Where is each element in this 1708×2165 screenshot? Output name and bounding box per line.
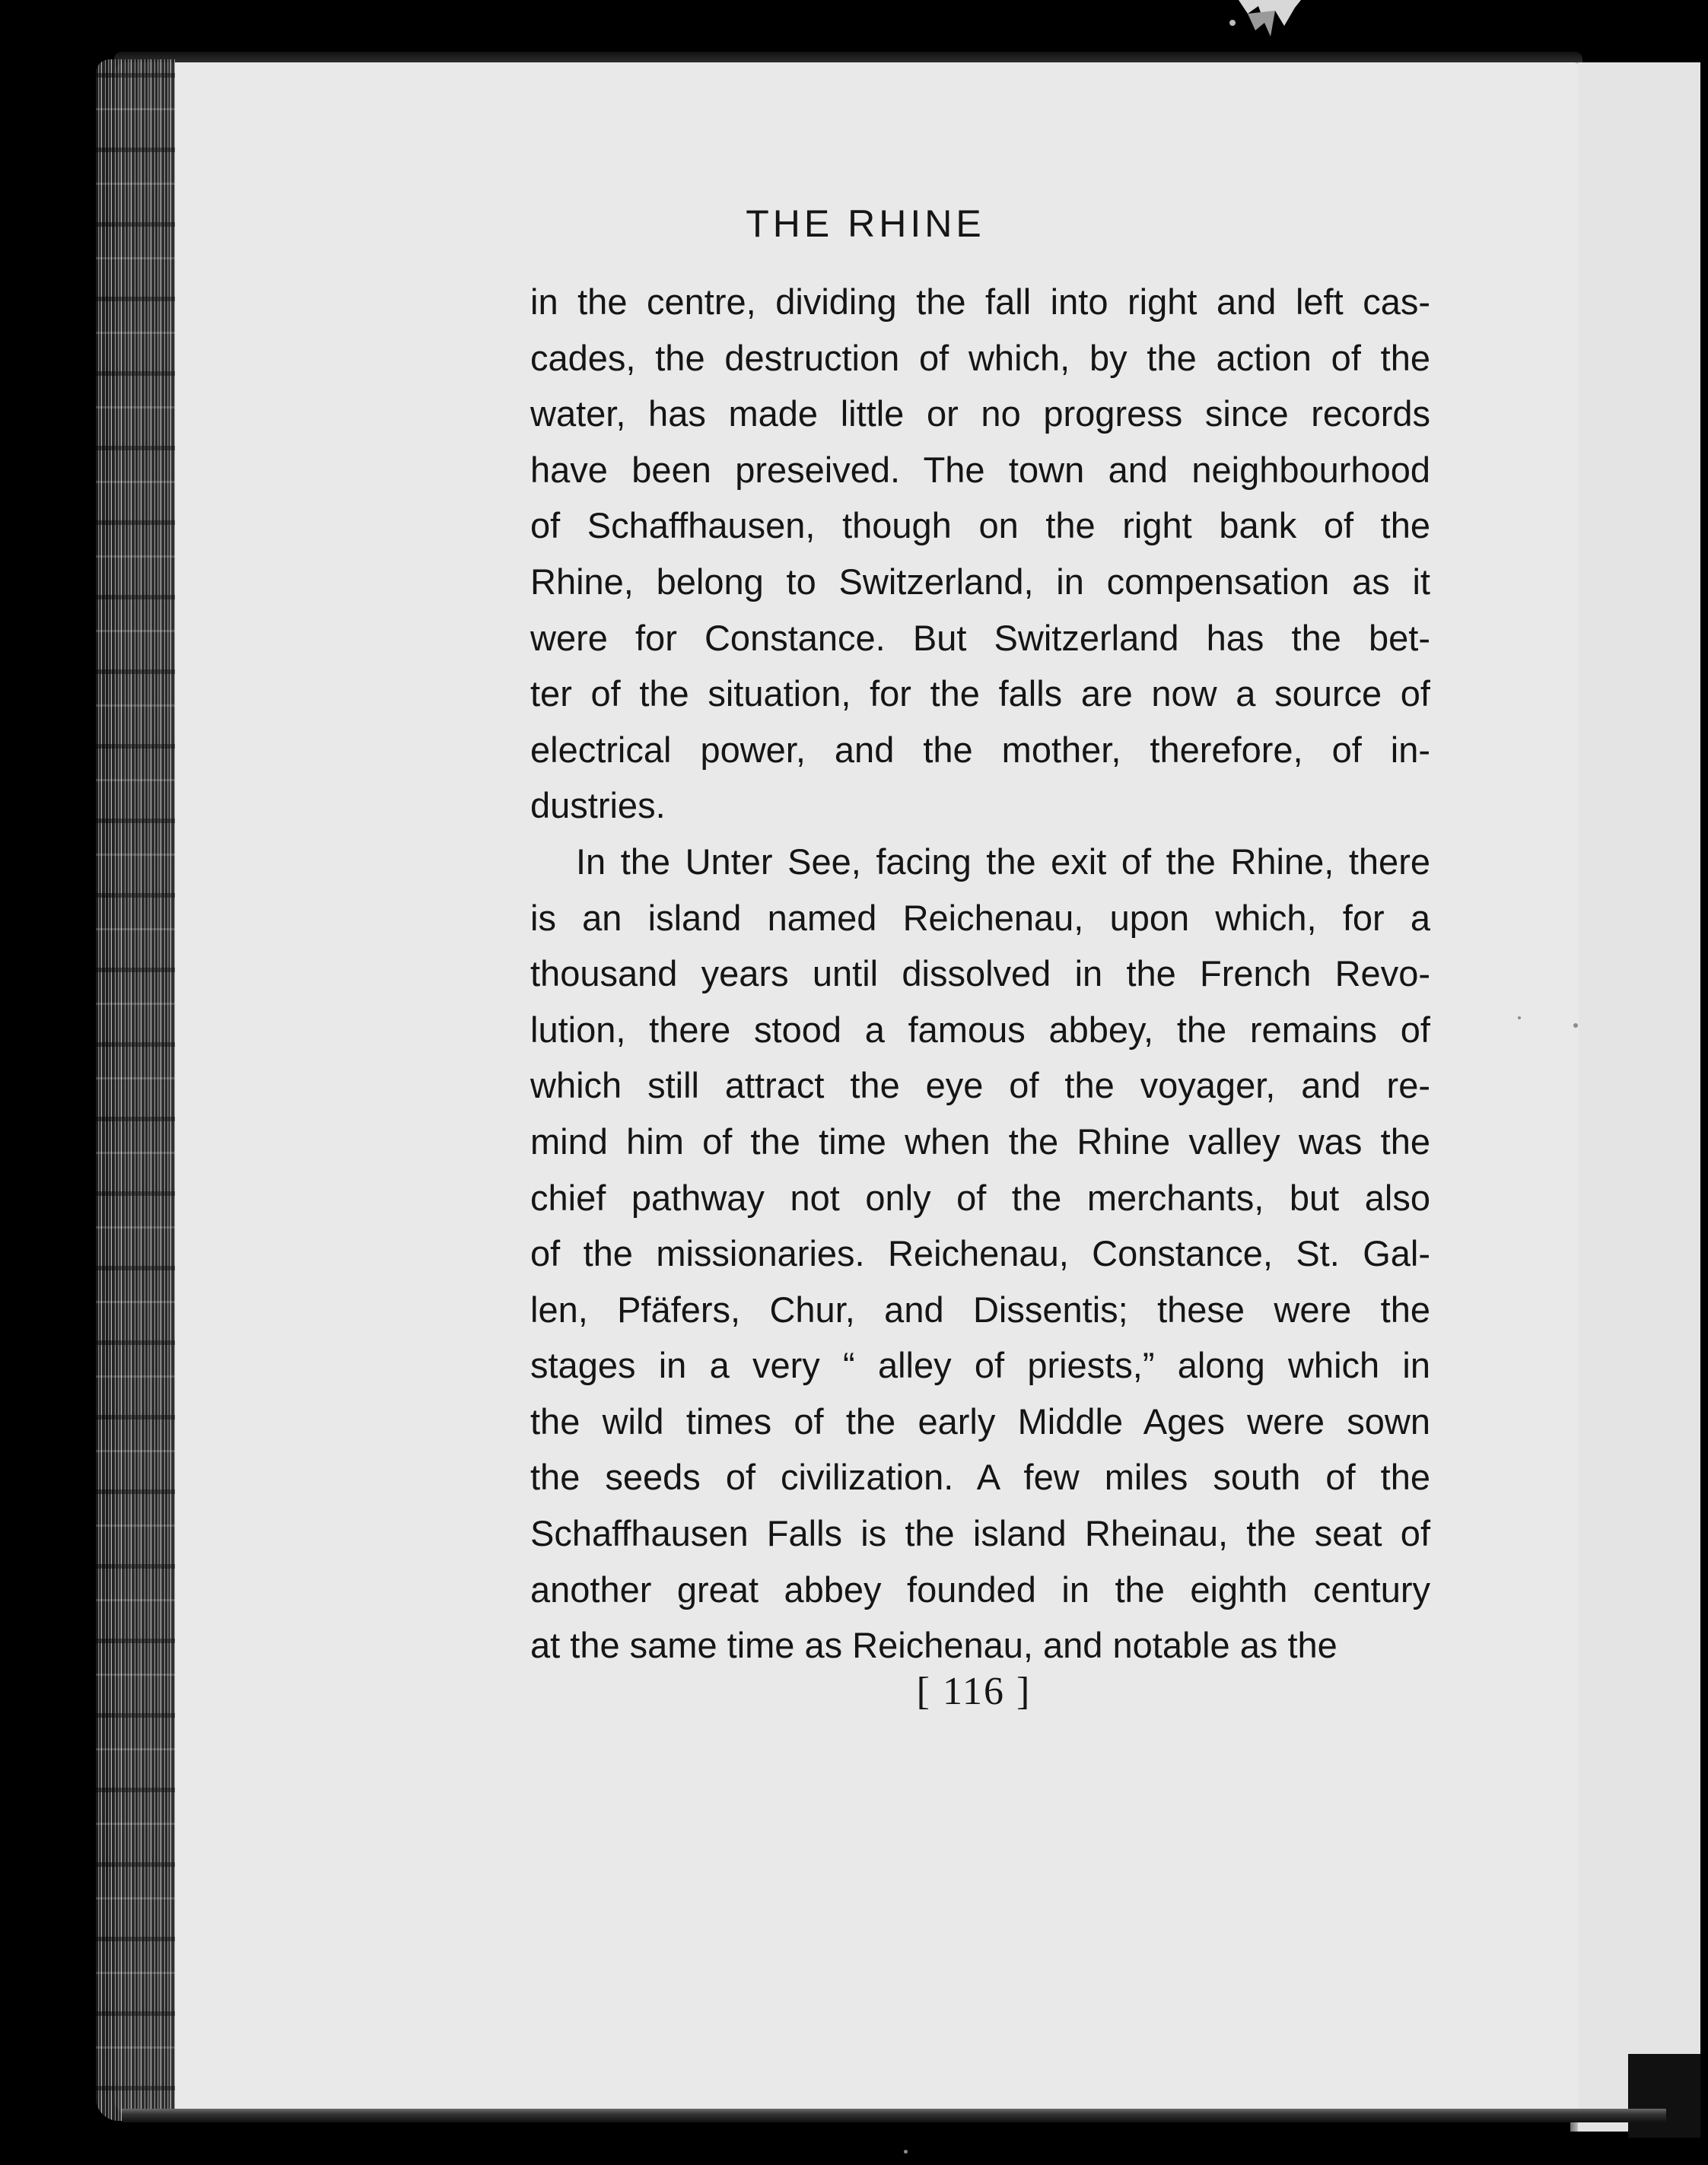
text-line: chief pathway not only of the merchants, but also <box>530 1177 1430 1218</box>
text-line: len, Pfäfers, Chur, and Dissentis; these were the <box>530 1289 1430 1330</box>
text-line: of Schaffhausen, though on the right bank of the <box>530 505 1430 546</box>
page-number: [ 116 ] <box>916 1670 1032 1713</box>
text-line: Rhine, belong to Switzerland, in compensation as it <box>530 561 1430 602</box>
text-line: which still attract the eye of the voyager, and re- <box>530 1065 1430 1106</box>
text-line: is an island named Reichenau, upon which, for a <box>530 897 1430 938</box>
text-line: of the missionaries. Reichenau, Constance, St. Gal- <box>530 1233 1430 1274</box>
text-line: stages in a very “ alley of priests,” along which in <box>530 1345 1430 1386</box>
dust-speck <box>904 2150 908 2154</box>
text-line: electrical power, and the mother, therefore, of in- <box>530 729 1430 770</box>
text-line: dustries. <box>530 785 666 826</box>
text-line: the seeds of civilization. A few miles south of the <box>530 1457 1430 1498</box>
text-line: the wild times of the early Middle Ages were sown <box>530 1400 1430 1442</box>
text-line: lution, there stood a famous abbey, the remains of <box>530 1009 1430 1050</box>
adjacent-page-sliver <box>1575 62 1700 2132</box>
page-bottom-edge <box>122 2109 1666 2122</box>
top-clip-mark <box>1225 0 1312 46</box>
dust-speck <box>1573 1023 1578 1028</box>
text-line: thousand years until dissolved in the French Revo- <box>530 953 1430 994</box>
text-line: In the Unter See, facing the exit of the Rhine, there <box>576 841 1430 882</box>
text-line: ter of the situation, for the falls are now a source of <box>530 673 1430 714</box>
text-line: in the centre, dividing the fall into right and left cas- <box>530 281 1430 322</box>
body-text <box>530 274 1430 1674</box>
text-line: have been preseived. The town and neighbourhood <box>530 449 1430 490</box>
text-line: water, has made little or no progress since records <box>530 393 1430 434</box>
text-line: another great abbey founded in the eighth century <box>530 1569 1430 1610</box>
text-line: were for Constance. But Switzerland has the bet- <box>530 617 1430 658</box>
text-line: mind him of the time when the Rhine valley was the <box>530 1121 1430 1162</box>
page-block-edge <box>96 59 175 2121</box>
text-line: at the same time as Reichenau, and notable as the <box>530 1625 1337 1666</box>
text-line: cades, the destruction of which, by the action of the <box>530 337 1430 378</box>
running-head: THE RHINE <box>746 202 985 245</box>
corner-shadow <box>1628 2054 1700 2138</box>
dust-speck <box>1518 1016 1521 1019</box>
text-line: Schaffhausen Falls is the island Rheinau, the seat of <box>530 1513 1430 1554</box>
